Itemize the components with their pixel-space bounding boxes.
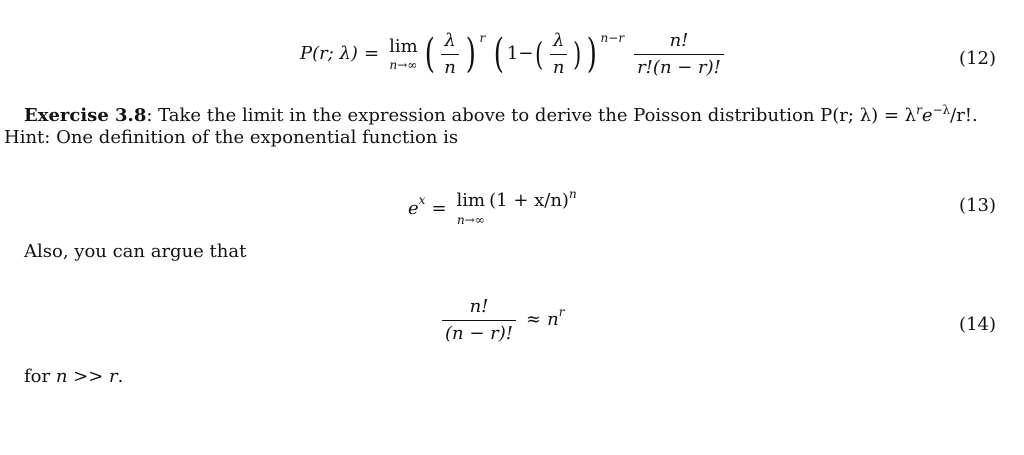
eq13-body: (1 + x/n) xyxy=(489,189,569,211)
equation-14: $\frac{n!}{(n - r)!}$ ≈ n r xyxy=(438,296,564,344)
eq12-lim-word: lim xyxy=(389,35,418,57)
equation-number-12: (12) xyxy=(959,48,996,69)
also-text: Also, you can argue that xyxy=(24,241,247,262)
eq12-lhs: P(r; λ) xyxy=(300,43,358,65)
exercise-paragraph: Exercise 3.8: Take the limit in the expression above to derive the Poisson distribution P(r; $\lambda) = \lambda^re^{-\lambda}/r$!. Hint: One definition of the exponential function is xyxy=(4,103,978,148)
equation-13: e x = lim n→∞ (1 + x/n) n xyxy=(408,187,577,227)
eq12-equals: = xyxy=(363,43,380,65)
eq12-power-n-minus-r: n−r xyxy=(600,30,625,45)
eq13-limit: lim n→∞ xyxy=(456,190,486,227)
eq12-fraction: $\frac{n!}{r!(n - r)!}$ xyxy=(634,30,724,78)
exercise-text: : Take the limit in the expression above to derive the Poisson distribution P(r; λ) = λ xyxy=(146,105,917,126)
eq12-lambda-over-n-2: $\frac{\lambda}{n}$ xyxy=(550,30,568,78)
exercise-label: Exercise 3.8 xyxy=(24,105,147,126)
equation-number-13: (13) xyxy=(959,195,996,216)
eq12-power-r: r xyxy=(479,30,486,45)
eq12-lambda-over-n-1: $\frac{\lambda}{n}$ xyxy=(441,30,459,78)
for-text: for n >> r. xyxy=(24,366,124,387)
eq12-limit xyxy=(389,36,418,73)
eq12-one-minus: 1− xyxy=(506,43,534,65)
eq12-lim-sub: n→∞ xyxy=(389,58,418,73)
equation-12: P(r; λ) = lim n→∞ ( $\frac{\lambda}{n}$ ) r ( 1− ( $\frac{\lambda}{n}$ ) ) n−r $\frac{n!}{r!(n - r)!}$ xyxy=(300,30,728,78)
eq14-fraction: $\frac{n!}{(n - r)!}$ xyxy=(442,296,516,344)
equation-number-14: (14) xyxy=(959,314,996,335)
